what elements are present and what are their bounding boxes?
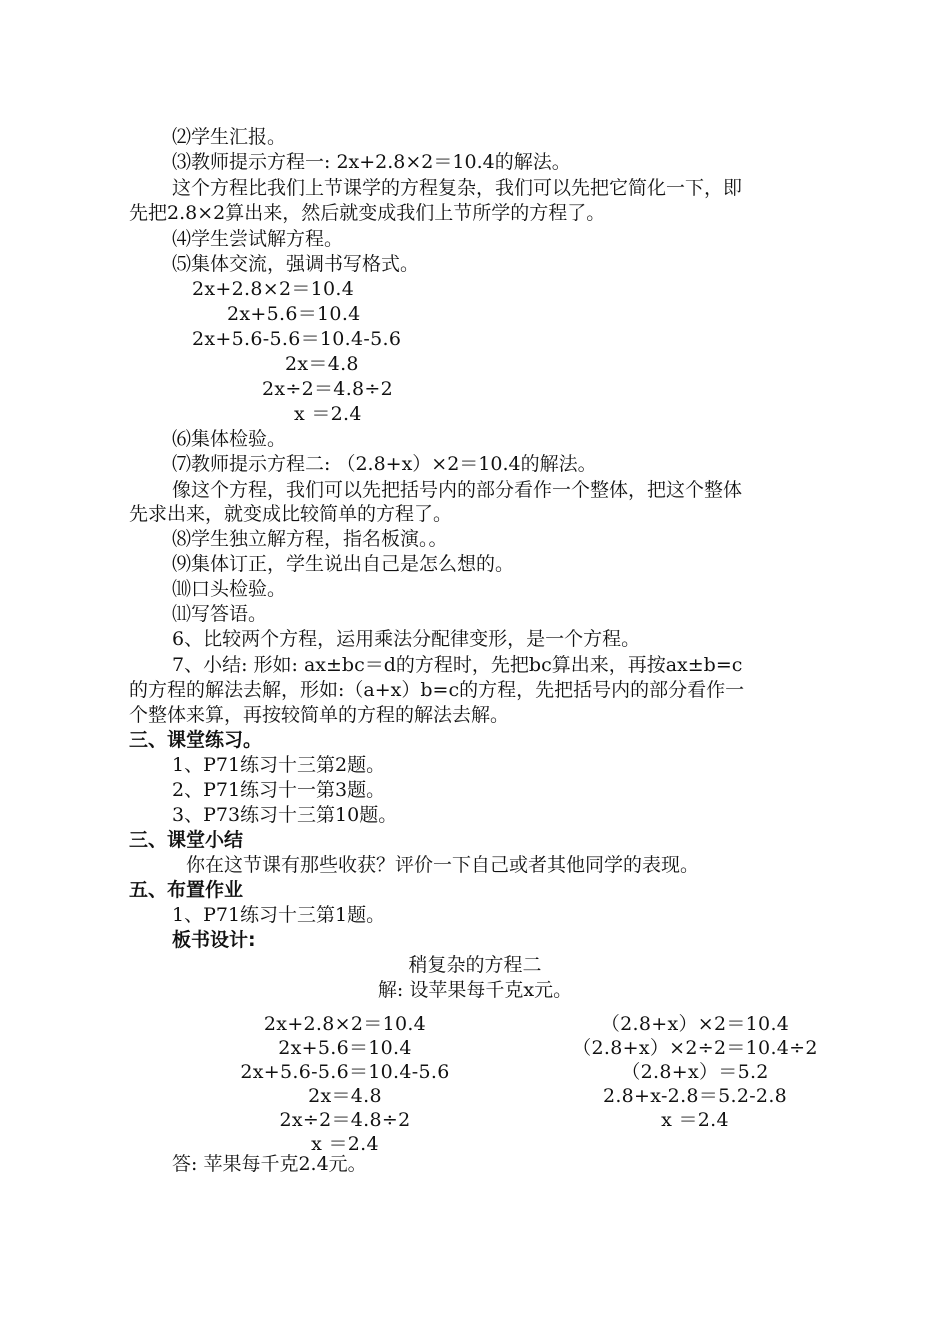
step-11-line: ⑾写答语。	[172, 603, 268, 625]
board-left-equation: 2x＝4.8	[308, 1085, 382, 1107]
equation-line: x ＝2.4	[294, 403, 362, 425]
step-5-line: ⑸集体交流，强调书写格式。	[172, 253, 420, 275]
board-left-equation: 2x+2.8×2＝10.4	[263, 1013, 427, 1035]
step-9-line: ⑼集体订正，学生说出自己是怎么想的。	[172, 553, 515, 575]
paragraph-line: 先把2.8×2算出来，然后就变成我们上节所学的方程了。	[129, 202, 606, 224]
homework-item: 1、P71练习十三第1题。	[172, 904, 386, 926]
paragraph-line: 这个方程比我们上节课学的方程复杂，我们可以先把它简化一下，即	[172, 177, 743, 199]
step-8-line: ⑻学生独立解方程，指名板演。。	[172, 528, 448, 550]
board-setup: 解: 设苹果每千克x元。	[377, 979, 573, 1001]
section-heading: 三、课堂练习。	[129, 729, 263, 751]
step-3-line: ⑶教师提示方程一: 2x+2.8×2＝10.4的解法。	[172, 151, 571, 173]
summary-line: 的方程的解法去解，形如:（a+x）b=c的方程，先把括号内的部分看作一	[129, 679, 745, 701]
equation-line: 2x+5.6-5.6＝10.4-5.6	[192, 328, 402, 350]
practice-item: 1、P71练习十三第2题。	[172, 754, 386, 776]
equation-line: 2x÷2＝4.8÷2	[262, 378, 394, 400]
summary-line: 7、小结: 形如: ax±bc＝d的方程时，先把bc算出来，再按ax±b=c	[172, 654, 743, 676]
section-heading: 五、布置作业	[129, 879, 244, 901]
board-left-equation: 2x+5.6-5.6＝10.4-5.6	[240, 1061, 450, 1083]
board-right-equation: 2.8+x-2.8＝5.2-2.8	[602, 1085, 788, 1107]
section-heading: 三、课堂小结	[129, 829, 244, 851]
board-left-equation: x ＝2.4	[311, 1133, 379, 1155]
step-4-line: ⑷学生尝试解方程。	[172, 228, 344, 250]
board-right-equation: （2.8+x）×2÷2＝10.4÷2	[572, 1037, 818, 1059]
step-2-line: ⑵学生汇报。	[172, 126, 287, 148]
board-left-equation: 2x+5.6＝10.4	[278, 1037, 412, 1059]
board-right-equation: （2.8+x）＝5.2	[621, 1061, 769, 1083]
step-6-line: ⑹集体检验。	[172, 428, 287, 450]
item-6-line: 6、比较两个方程，运用乘法分配律变形，是一个方程。	[172, 628, 641, 650]
step-7-line: ⑺教师提示方程二: （2.8+x）×2＝10.4的解法。	[172, 453, 597, 475]
board-left-equation: 2x÷2＝4.8÷2	[279, 1109, 411, 1131]
equation-line: 2x+2.8×2＝10.4	[192, 278, 355, 300]
equation-line: 2x＝4.8	[285, 353, 359, 375]
board-design-heading: 板书设计:	[172, 929, 256, 951]
summary-line: 个整体来算，再按较简单的方程的解法去解。	[129, 704, 510, 726]
paragraph-line: 先求出来，就变成比较简单的方程了。	[129, 503, 453, 525]
board-title: 稍复杂的方程二	[408, 954, 542, 976]
practice-item: 2、P71练习十一第3题。	[172, 779, 386, 801]
equation-line: 2x+5.6＝10.4	[227, 303, 361, 325]
practice-item: 3、P73练习十三第10题。	[172, 804, 398, 826]
paragraph-line: 像这个方程，我们可以先把括号内的部分看作一个整体，把这个整体	[172, 479, 743, 501]
answer-line: 答: 苹果每千克2.4元。	[172, 1153, 367, 1175]
board-right-equation: x ＝2.4	[661, 1109, 729, 1131]
summary-prompt: 你在这节课有那些收获？评价一下自己或者其他同学的表现。	[186, 854, 700, 876]
board-right-equation: （2.8+x）×2＝10.4	[600, 1013, 790, 1035]
step-10-line: ⑽口头检验。	[172, 578, 287, 600]
